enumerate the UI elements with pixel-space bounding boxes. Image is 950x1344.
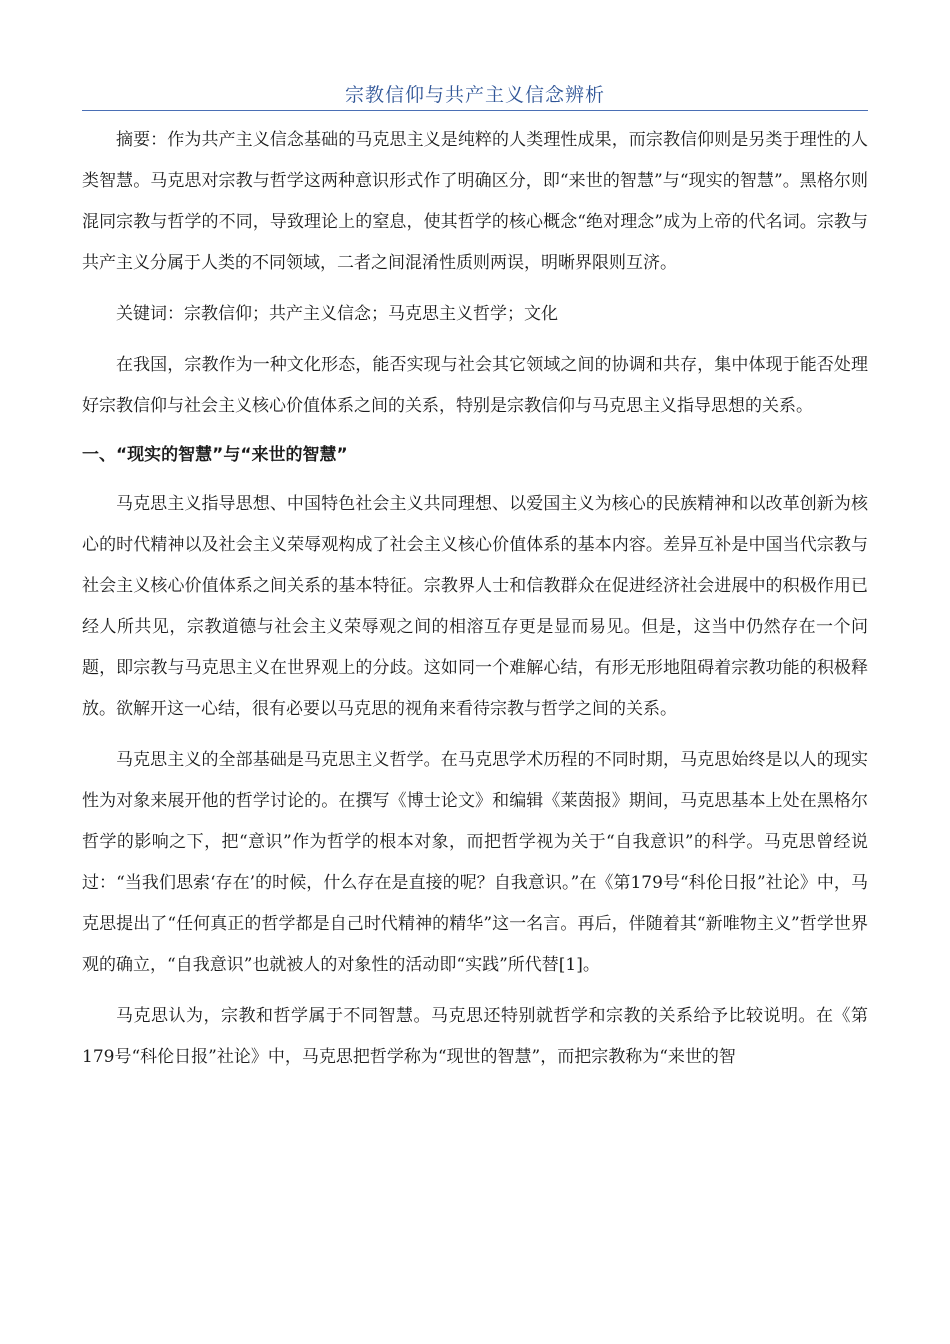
running-header bbox=[82, 80, 868, 111]
section-heading: 一、“现实的智慧”与“来世的智慧” bbox=[82, 445, 348, 465]
header-title: 宗教信仰与共产主义信念辨析 bbox=[344, 84, 605, 106]
keywords-paragraph: 关键词：宗教信仰；共产主义信念；马克思主义哲学；文化 bbox=[116, 304, 558, 324]
body-paragraph-3: 马克思认为，宗教和哲学属于不同智慧。马克思还特别就哲学和宗教的关系给予比较说明。在《第179号“科伦日报”社论》中，马克思把哲学称为“现世的智慧”，而把宗教称为“来世的智 bbox=[82, 1006, 868, 1067]
abstract-paragraph: 摘要：作为共产主义信念基础的马克思主义是纯粹的人类理性成果，而宗教信仰则是另类于理性的人类智慧。马克思对宗教与哲学这两种意识形式作了明确区分，即“来世的智慧”与“现实的智慧”。黑格尔则混同宗教与哲学的不同，导致理论上的窒息，使其哲学的核心概念“绝对理念”成为上帝的代名词。宗教与共产主义分属于人类的不同领域，二者之间混淆性质则两误，明晰界限则互济。 bbox=[82, 130, 868, 273]
document-body bbox=[82, 120, 868, 1078]
intro-paragraph: 在我国，宗教作为一种文化形态，能否实现与社会其它领域之间的协调和共存，集中体现于能否处理好宗教信仰与社会主义核心价值体系之间的关系，特别是宗教信仰与马克思主义指导思想的关系。 bbox=[82, 355, 868, 416]
body-paragraph-1: 马克思主义指导思想、中国特色社会主义共同理想、以爱国主义为核心的民族精神和以改革创新为核心的时代精神以及社会主义荣辱观构成了社会主义核心价值体系的基本内容。差异互补是中国当代宗教与社会主义核心价值体系之间关系的基本特征。宗教界人士和信教群众在促进经济社会进展中的积极作用已经人所共见，宗教道德与社会主义荣辱观之间的相溶互存更是显而易见。但是，这当中仍然存在一个问题，即宗教与马克思主义在世界观上的分歧。这如同一个难解心结，有形无形地阻碍着宗教功能的积极释放。欲解开这一心结，很有必要以马克思的视角来看待宗教与哲学之间的关系。 bbox=[82, 494, 868, 719]
body-paragraph-2: 马克思主义的全部基础是马克思主义哲学。在马克思学术历程的不同时期，马克思始终是以人的现实性为对象来展开他的哲学讨论的。在撰写《博士论文》和编辑《莱茵报》期间，马克思基本上处在黑格尔哲学的影响之下，把“意识”作为哲学的根本对象，而把哲学视为关于“自我意识”的科学。马克思曾经说过：“当我们思索‘存在’的时候，什么存在是直接的呢？自我意识。”在《第179号“科伦日报”社论》中，马克思提出了“任何真正的哲学都是自己时代精神的精华”这一名言。再后，伴随着其“新唯物主义”哲学世界观的确立，“自我意识”也就被人的对象性的活动即“实践”所代替[1]。 bbox=[82, 750, 868, 975]
